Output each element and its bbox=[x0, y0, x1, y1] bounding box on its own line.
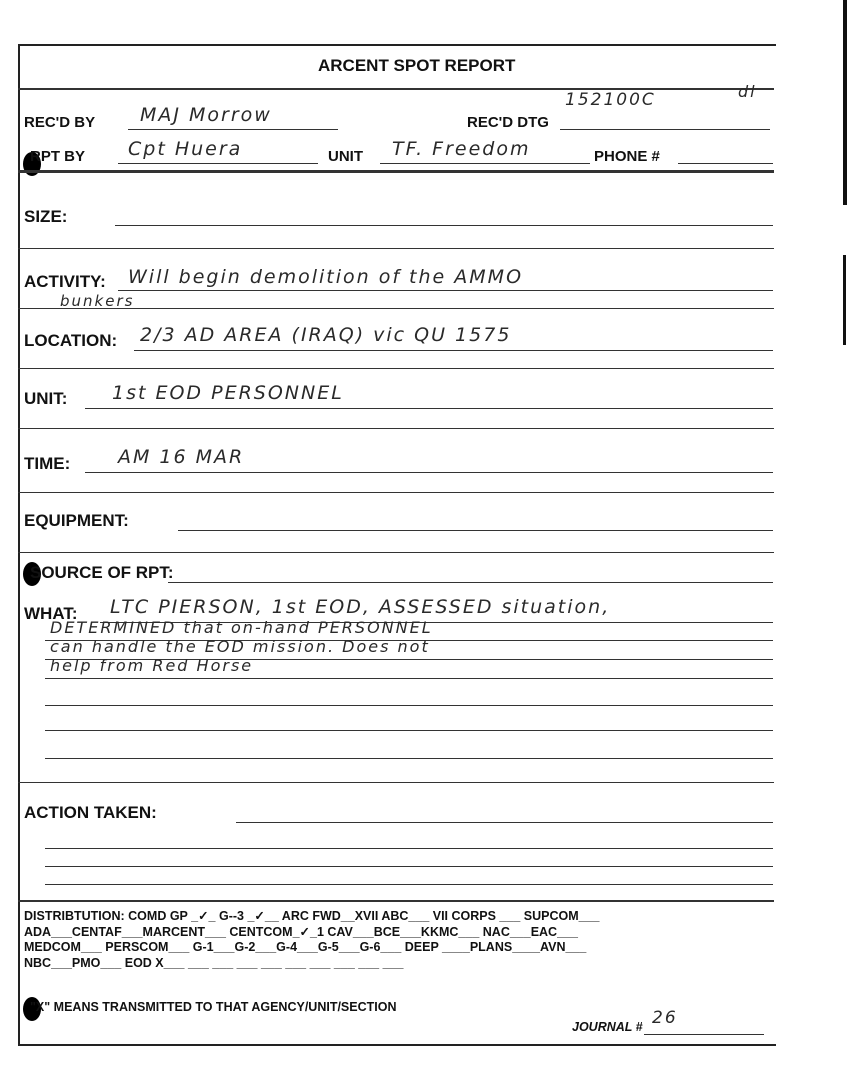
scan-edge-mark bbox=[843, 255, 846, 345]
field-line bbox=[128, 129, 338, 130]
equipment-label: EQUIPMENT: bbox=[24, 511, 129, 530]
location-label: LOCATION: bbox=[24, 331, 118, 350]
field-line bbox=[45, 866, 773, 867]
activity-line: bunkers bbox=[60, 292, 135, 310]
divider bbox=[18, 552, 774, 553]
scan-edge-mark bbox=[843, 0, 847, 205]
journal-value: 26 bbox=[652, 1008, 678, 1028]
field-line bbox=[115, 225, 773, 226]
field-line bbox=[644, 1034, 764, 1035]
what-line: DETERMINED that on-hand PERSONNEL bbox=[50, 618, 433, 637]
divider bbox=[18, 170, 774, 173]
initials: dl bbox=[738, 82, 757, 101]
divider bbox=[18, 900, 774, 902]
distribution-line: MEDCOM___ PERSCOM___ G-1___G-2___G-4___G-5___G-6___ DEEP ____PLANS____AVN___ bbox=[24, 940, 587, 954]
time-label: TIME: bbox=[24, 454, 71, 473]
what-line: can handle the EOD mission. Does not bbox=[50, 637, 430, 656]
what-label: WHAT: bbox=[24, 604, 78, 623]
size-label: SIZE: bbox=[24, 207, 68, 226]
divider bbox=[18, 428, 774, 429]
transmitted-legend: "X" MEANS TRANSMITTED TO THAT AGENCY/UNIT/SECTION bbox=[30, 1000, 397, 1014]
rpt-by-value: Cpt Huera bbox=[128, 138, 243, 160]
field-line bbox=[45, 705, 773, 706]
field-line bbox=[45, 884, 773, 885]
phone-label: PHONE # bbox=[594, 148, 660, 165]
unit-top-label: UNIT bbox=[328, 148, 363, 165]
activity-label: ACTIVITY: bbox=[24, 272, 106, 291]
divider bbox=[18, 782, 774, 783]
field-line bbox=[85, 472, 773, 473]
recd-dtg-label: REC'D DTG bbox=[467, 114, 549, 131]
field-line bbox=[45, 730, 773, 731]
recd-by-label: REC'D BY bbox=[24, 114, 96, 131]
divider bbox=[18, 308, 774, 309]
field-line bbox=[118, 163, 318, 164]
what-line: LTC PIERSON, 1st EOD, ASSESSED situation, bbox=[110, 596, 611, 618]
field-line bbox=[560, 129, 770, 130]
divider bbox=[18, 492, 774, 493]
divider bbox=[18, 88, 774, 90]
field-line bbox=[85, 408, 773, 409]
field-line bbox=[380, 163, 590, 164]
field-line bbox=[45, 678, 773, 679]
action-taken-label: ACTION TAKEN: bbox=[24, 803, 157, 822]
activity-line: Will begin demolition of the AMMO bbox=[128, 266, 524, 288]
field-line bbox=[178, 530, 773, 531]
distribution-line: ADA___CENTAF___MARCENT___ CENTCOM_✓_1 CAV___BCE___KKMC___ NAC___EAC___ bbox=[24, 925, 578, 939]
unit-value: 1st EOD PERSONNEL bbox=[112, 382, 344, 404]
field-line bbox=[168, 582, 773, 583]
time-value: AM 16 MAR bbox=[118, 446, 245, 468]
recd-dtg-value: 152100C bbox=[565, 90, 656, 110]
unit-label: UNIT: bbox=[24, 389, 68, 408]
source-label: SOURCE OF RPT: bbox=[30, 563, 174, 582]
rpt-by-label: RPT BY bbox=[30, 148, 86, 165]
field-line bbox=[678, 163, 773, 164]
field-line bbox=[45, 848, 773, 849]
field-line bbox=[134, 350, 773, 351]
spot-report-form bbox=[18, 44, 776, 1046]
form-title: ARCENT SPOT REPORT bbox=[318, 56, 516, 75]
field-line bbox=[236, 822, 773, 823]
divider bbox=[18, 368, 774, 369]
field-line bbox=[45, 758, 773, 759]
location-value: 2/3 AD AREA (IRAQ) vic QU 1575 bbox=[140, 324, 512, 346]
unit-top-value: TF. Freedom bbox=[392, 138, 531, 160]
recd-by-value: MAJ Morrow bbox=[140, 104, 272, 126]
journal-label: JOURNAL # bbox=[572, 1020, 643, 1034]
what-line: help from Red Horse bbox=[50, 656, 254, 675]
divider bbox=[18, 248, 774, 249]
field-line bbox=[118, 290, 773, 291]
distribution-line: NBC___PMO___ EOD X___ ___ ___ ___ ___ ___ ___ ___ ___ ___ bbox=[24, 956, 404, 970]
distribution-line: DISTRIBTUTION: COMD GP _✓_ G--3 _✓__ ARC FWD__XVII ABC___ VII CORPS ___ SUPCOM___ bbox=[24, 909, 600, 923]
